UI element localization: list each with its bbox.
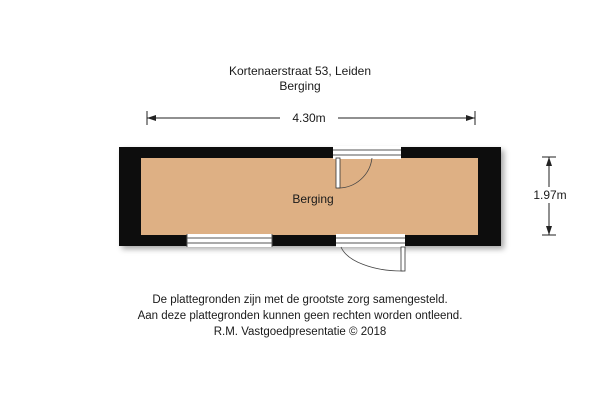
- disclaimer-line-2: Aan deze plattegronden kunnen geen rechten worden ontleend.: [137, 310, 463, 322]
- address-title: Kortenaerstraat 53, Leiden: [228, 64, 372, 78]
- depth-label: 1.97m: [533, 188, 567, 202]
- bottom-door: [336, 234, 405, 271]
- width-label: 4.30m: [292, 111, 326, 125]
- disclaimer-line-1: De plattegronden zijn met de grootste zorg samengesteld.: [152, 294, 448, 306]
- depth-dimension: [528, 157, 572, 235]
- room-label: Berging: [292, 192, 334, 206]
- floor-title: Berging: [279, 79, 321, 93]
- width-dimension: [147, 110, 475, 126]
- bottom-window: [187, 234, 272, 247]
- copyright-line: R.M. Vastgoedpresentatie © 2018: [213, 326, 387, 338]
